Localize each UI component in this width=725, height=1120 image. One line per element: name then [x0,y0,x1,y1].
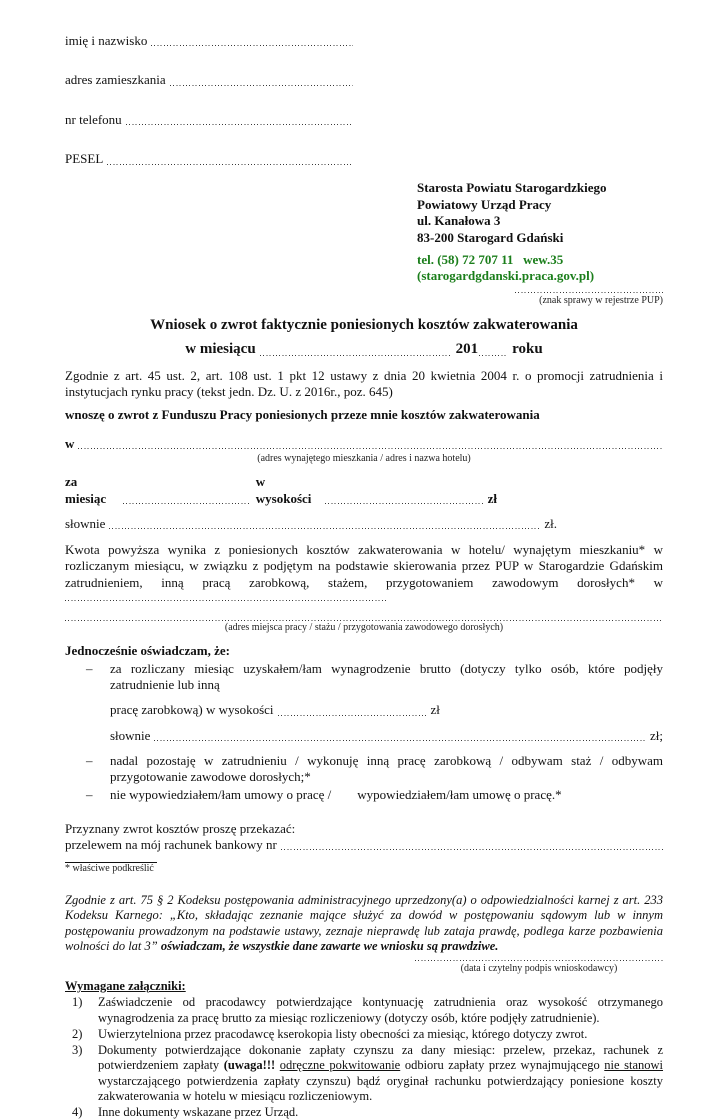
form-title-month-line [65,340,663,359]
attachment-item-text [98,1043,663,1104]
declaration-item-2 [65,753,663,786]
signature-caption: (data i czytelny podpis wnioskodawcy) [460,962,618,974]
attachment-3-part-4: odbioru zapłaty przez wynajmującego [404,1058,600,1073]
month-label: w miesiącu [185,341,256,357]
applicant-field-row [65,101,353,128]
bullet-dash: – [86,787,93,803]
phone-fill-line [126,124,353,125]
attachment-3-warning-bold: (uwaga!!! [223,1058,276,1073]
attachment-item-2 [65,1027,663,1042]
amount-row [65,474,497,507]
accommodation-address-caption: (adres wynajętego mieszkania / adres i nazwa hotelu) [257,452,471,464]
workplace-caption: (adres miejsca pracy / stażu / przygotowania zawodowego dorosłych) [224,622,504,633]
legal-clause-declaration-bold: oświadczam, że wszystkie dane zawarte we wniosku są prawdziwe. [160,939,499,953]
year-fill-line [479,355,507,356]
legal-clause-paragraph [65,893,663,955]
amount-in-words-row [65,516,557,532]
attachments-section [65,979,663,1120]
gross-pay-words-label: słownie [110,727,151,743]
attachment-item-number: 2) [72,1026,83,1041]
workplace-fill-line-inline [65,600,387,601]
gross-pay-unit: zł [430,702,440,718]
applicant-fields [65,22,353,168]
address-field-label: adres zamieszkania [65,72,166,88]
recipient-website: (starogardgdanski.praca.gov.pl) [417,268,595,284]
name-fill-line [151,45,353,46]
recipient-address-block [417,180,663,285]
justification-paragraph [65,542,663,607]
bank-account-row [65,837,663,853]
pesel-fill-line [107,164,353,165]
for-month-label: za miesiąc [65,474,107,506]
attachment-item-3 [65,1043,663,1104]
declaration-item-1 [65,661,663,751]
amount-fill-line [325,503,483,504]
form-title: Wniosek o zwrot faktycznie poniesionych kosztów zakwaterowania [150,317,578,334]
case-reference [65,292,663,308]
signature-fill-line [415,960,663,961]
bullet-dash: – [86,660,93,676]
in-words-fill-line [109,528,539,529]
accommodation-address-label: w [65,435,75,451]
applicant-field-row [65,141,353,168]
legal-clause-text: Zgodnie z art. 75 § 2 Kodeksu postępowania administracyjnego uprzedzony(a) o odpowiedzialności karnej z art. 233 Kodeksu Karnego: „Kto, składając zeznanie mające służyć za dowód w postępowaniu sądowym lub w innym postępowaniu prowadzonym na podstawie ustawy, zeznaje nieprawdę lub zataja prawdę, podlega karze pozbawienia wolności do lat 3” [65,892,663,953]
year-prefix: 201 [455,341,479,357]
declaration-item-1-text [110,661,663,751]
currency-label: zł [487,490,497,506]
gross-pay-label: pracę zarobkową) w wysokości [110,702,274,718]
attachment-item-number: 3) [72,1043,83,1057]
recipient-contact [417,252,663,285]
attachment-3-underline-1: odręczne pokwitowanie [279,1058,401,1073]
payment-section [65,821,663,854]
phone-field-label: nr telefonu [65,111,122,127]
attachment-3-part-6: wystarczającego potwierdzenia zapłaty czynszu) bądź oryginał rachunku potwierdzający poniesione koszty zakwaterowania w hotelu w miesiącu rozliczeniowym. [98,1073,663,1103]
recipient-line: 83-200 Starogard Gdański [417,229,564,245]
amount-label: w wysokości [255,474,312,506]
attachment-3-part-1: Dokumenty potwierdzające dokonanie zapłaty czynszu za dany miesiąc: przelew, przekaz, rachunek z potwierdzeniem zapłaty [98,1043,663,1073]
declaration-item-3-text: nie wypowiedziałem/łam umowy o pracę / wypowiedziałem/łam umowę o pracę.* [110,787,562,803]
bullet-dash: – [86,752,93,768]
attachment-item-text: Zaświadczenie od pracodawcy potwierdzające kontynuację zatrudnienia oraz wysokość otrzymanego wynagrodzenia za pracę brutto za miesiąc rozliczeniowy (dotyczy osób, które podjęły zatrudnienie). [98,995,663,1025]
gross-pay-words-fill-line [154,740,646,741]
declaration-heading: Jednocześnie oświadczam, że: [65,642,230,658]
payment-line-1: Przyznany zwrot kosztów proszę przekazać: [65,820,296,836]
attachments-heading: Wymagane załączniki: [65,979,186,993]
gross-pay-words-row [110,728,663,744]
attachment-item-1 [65,995,663,1026]
recipient-phone: tel. (58) 72 707 11 wew.35 [417,251,564,267]
recipient-line: Powiatowy Urząd Pracy [417,196,552,212]
gross-pay-fill-line [278,715,426,716]
attachment-item-text: Uwierzytelniona przez pracodawcę kserokopia listy obecności za miesiąc, którego dotyczy zwrot. [98,1026,588,1041]
in-words-label: słownie [65,515,106,531]
declaration-item-3 [65,787,663,803]
gross-pay-row [110,702,482,718]
workplace-fill-line [65,620,663,621]
case-reference-caption: (znak sprawy w rejestrze PUP) [539,294,663,306]
attachment-item-number: 4) [72,1105,83,1119]
pesel-field-label: PESEL [65,151,104,167]
declaration-item-2-text: nadal pozostaję w zatrudnieniu / wykonuję inną pracę zarobkową / odbywam staż / odbywam przygotowanie zawodowe dorosłych;* [110,752,663,784]
legal-basis-paragraph: Zgodnie z art. 45 ust. 2, art. 108 ust. 1 pkt 12 ustawy z dnia 20 kwietnia 2004 r. o promocji zatrudnienia i instytucjach rynku pracy (tekst jedn. Dz. U. z 2016r., poz. 645) [65,367,663,399]
footnote-text: * właściwe podkreślić [65,863,154,874]
attachment-item-text: Inne dokumenty wskazane przez Urząd. [98,1105,299,1119]
currency-dot-label: zł. [544,515,557,531]
signature-block [415,960,663,976]
name-field-label: imię i nazwisko [65,32,148,48]
address-fill-line [170,85,353,86]
attachment-item-number: 1) [72,995,83,1010]
applicant-field-row [65,62,353,89]
applicant-field-row [65,22,353,49]
year-suffix: roku [512,341,543,357]
case-reference-fill-line [515,292,663,293]
for-month-fill-line [123,503,251,504]
recipient-line: ul. Kanałowa 3 [417,213,501,229]
bank-account-label: przelewem na mój rachunek bankowy nr [65,836,277,852]
gross-pay-words-unit: zł; [650,727,663,743]
request-statement: wnoszę o zwrot z Funduszu Pracy poniesionych przeze mnie kosztów zakwaterowania [65,407,540,423]
attachment-3-underline-2: nie stanowi [604,1058,664,1073]
accommodation-address-fill-line [78,448,663,449]
month-fill-line [260,355,452,356]
bank-account-fill-line [281,849,663,850]
recipient-line: Starosta Powiatu Starogardzkiego [417,180,607,195]
declaration-item-1-line-1: za rozliczany miesiąc uzyskałem/łam wynagrodzenie brutto (dotyczy tylko osób, które podjęły zatrudnienie lub inną [110,660,663,692]
accommodation-address-row [65,436,663,452]
justification-text: Kwota powyższa wynika z poniesionych kosztów zakwaterowania w hotelu/ wynajętym mieszkaniu* w rozliczanym miesiącu, w związku z podjętym na podstawie skierowania przez PUP w Starogardzie Gdańskim zatrudnieniem, inną pracą zarobkową, stażem, przygotowaniem zawodowym dorosłych* w [65,542,663,590]
attachment-item-4 [65,1105,663,1120]
